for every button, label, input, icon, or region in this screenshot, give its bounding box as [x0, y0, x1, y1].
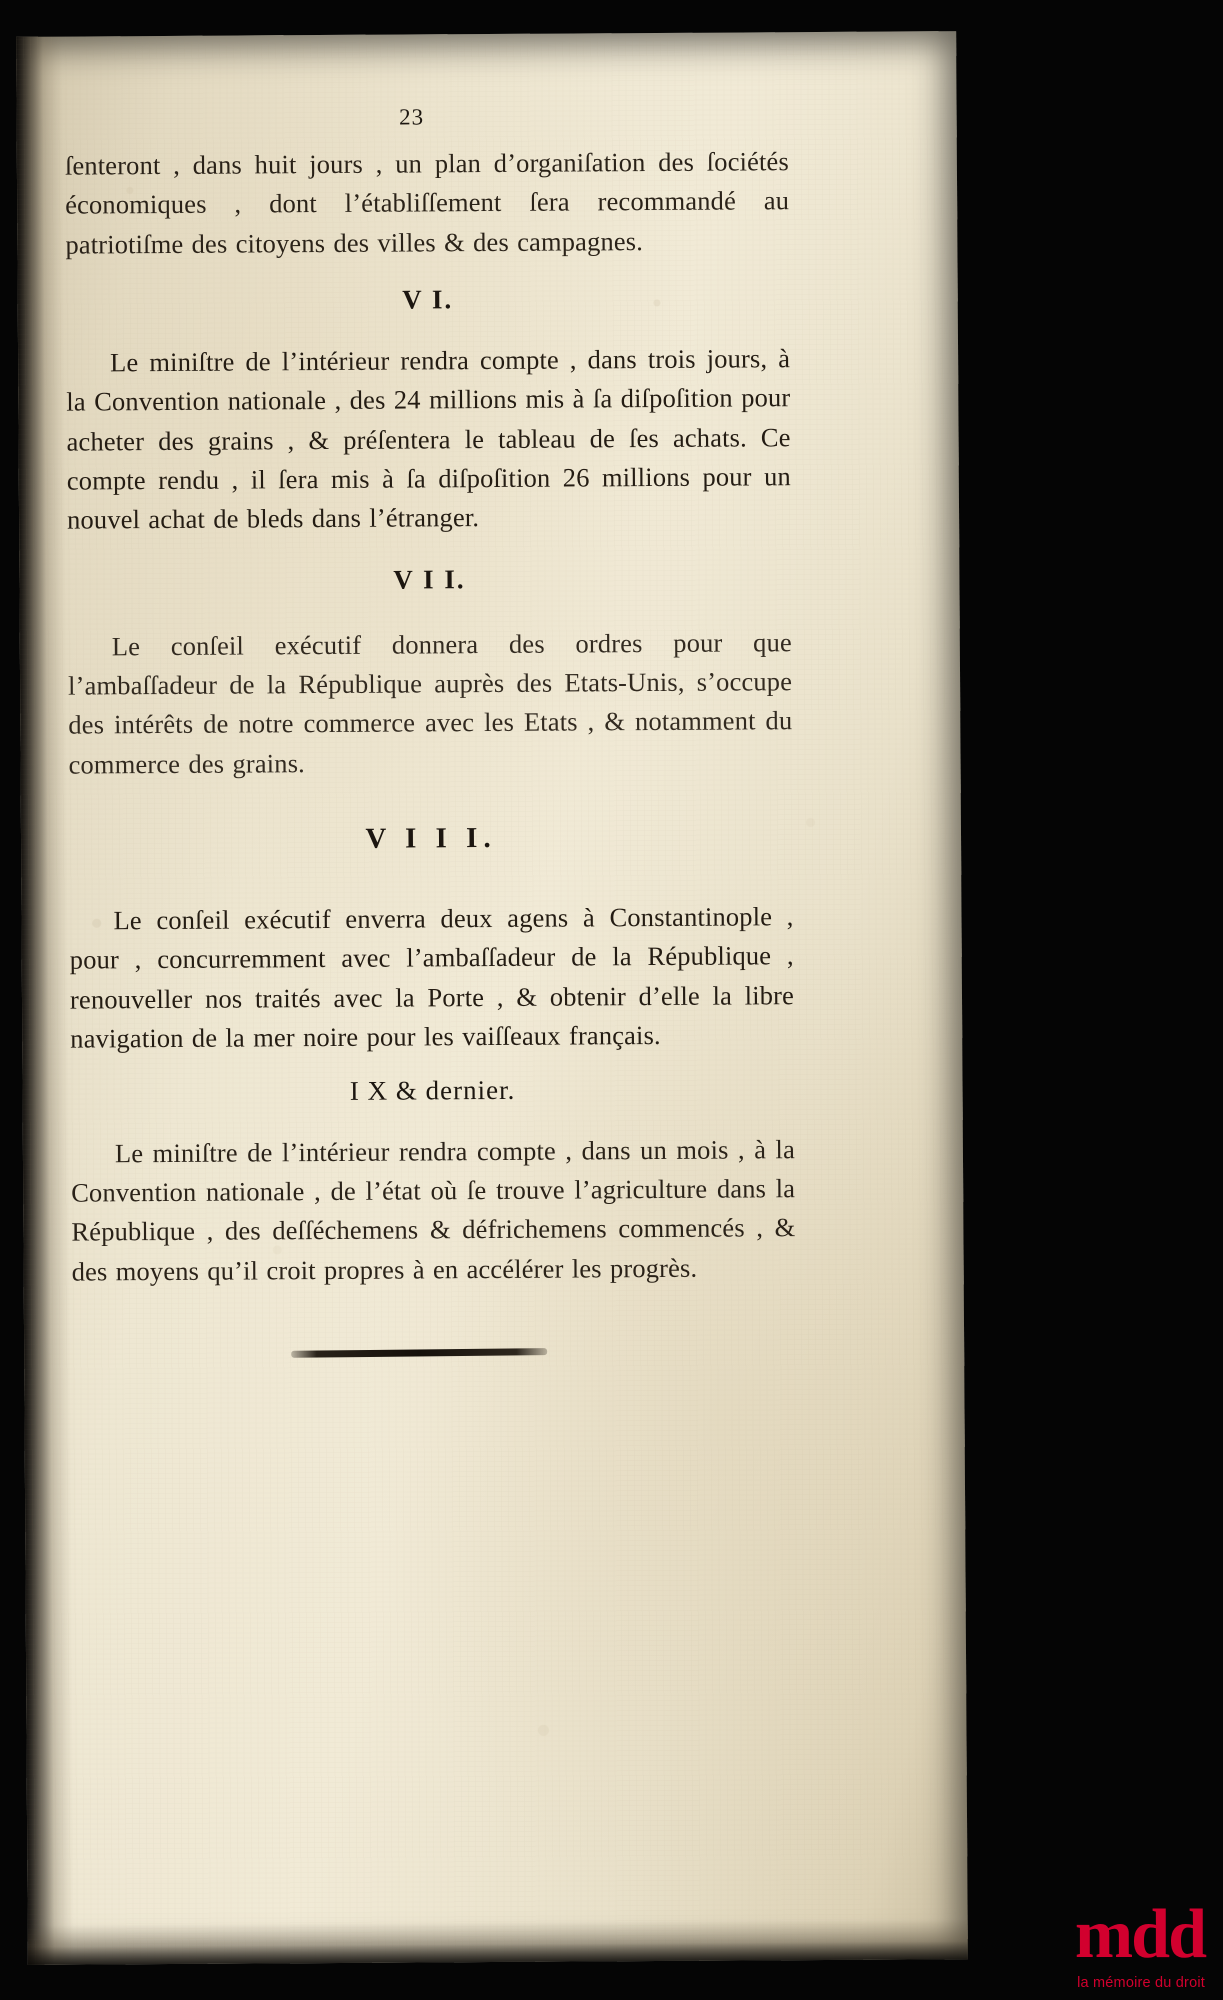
article-heading-8: V I I I. — [365, 822, 497, 855]
article-heading-9: I X & dernier. — [349, 1074, 516, 1106]
end-rule-ornament — [291, 1348, 547, 1358]
article-heading-6: V I. — [402, 284, 454, 315]
watermark-logo-tagline: la mémoire du droit — [1077, 1974, 1205, 1991]
article-body-6: Le miniſtre de l’intérieur rendra compte , dans trois jours, à la Convention nationale , des 24 millions mis à ſa diſpoſition pour acheter des grains , & préſentera le tableau de ſes achats. Ce compte rendu , il ſera mis à ſa diſpoſition 26 millions pour un nouvel achat de bleds dans l’étranger. — [66, 343, 791, 535]
folio-page-number: 23 — [399, 104, 425, 130]
end-rule-container — [72, 1347, 796, 1358]
article-heading-7: V I I. — [393, 563, 466, 595]
article-body-9: Le miniſtre de l’intérieur rendra compte , dans un mois , à la Convention nationale , de l’état où ſe trouve l’agriculture dans la République , des deſſéchemens & défrichemens commencés , & des moyens qu’il croit propres à en accélérer les progrès. — [71, 1133, 796, 1287]
watermark-logo-mark: mdd — [1074, 1895, 1205, 1973]
article-body-7: Le conſeil exécutif donnera des ordres pour que l’ambaſſadeur de la République auprès des Etats-Unis, s’occupe des intérêts de notre commerce avec les Etats , & notamment du commerce des grains. — [67, 626, 793, 780]
watermark-logo — [1074, 1895, 1205, 1991]
continued-paragraph: ſenteront , dans huit jours , un plan d’organiſation des ſociétés économiques , dont l’établiſſement ſera recommandé au patriotiſme des citoyens des villes & des campagnes. — [64, 146, 790, 260]
article-body-8: Le conſeil exécutif enverra deux agens à Constantinople , pour , concurremment avec l’ambaſſadeur de la République , renouveller nos traités avec la Porte , & obtenir d’elle la libre navigation de la mer noire pour les vaiſſeaux français. — [69, 901, 795, 1054]
paper-leaf — [16, 31, 968, 1965]
text-column — [65, 102, 797, 1358]
